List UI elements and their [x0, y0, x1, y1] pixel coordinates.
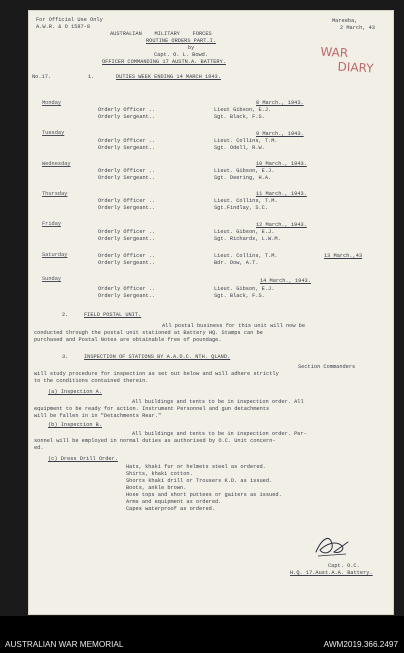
duty-date: 10 March., 1943.	[256, 161, 307, 167]
officer-role: Orderly Officer ..	[98, 107, 156, 113]
command-title: OFFICER COMMANDING 17 AUSTN.A. BATTERY.	[102, 59, 226, 65]
sergeant-role: Orderly Sergeant..	[98, 175, 156, 181]
dress-item: Hats, khaki fur or helmets steel as ordered.	[126, 464, 266, 470]
dress-item: Boots, ankle brown.	[126, 485, 187, 491]
sergeant-name: Bdr. Dow, A.T.	[214, 260, 259, 266]
officer-name: Lieut. Collins, T.M.	[214, 253, 278, 259]
handwritten-signature	[312, 530, 352, 562]
section2-text: conducted through the postal unit stationed at Battery HQ. Stamps can be	[34, 330, 263, 336]
officer-role: Orderly Officer ..	[98, 198, 156, 204]
war-diary-stamp	[317, 45, 374, 76]
officer-role: Orderly Officer ..	[98, 253, 156, 259]
inspection-b-text: ed.	[34, 445, 44, 451]
officer-name: Lieut. Gibson, E.J.	[214, 286, 275, 292]
archive-footer	[0, 616, 404, 653]
duty-day: Monday	[42, 100, 62, 106]
duty-date: 12 March., 1943.	[256, 222, 307, 228]
section3-text: to the conditions contained therein.	[34, 378, 149, 384]
orders-title: ROUTINE ORDERS PART.I.	[146, 38, 216, 44]
inspection-b-text: All buildings and tents to be in inspection order. Per-	[132, 431, 307, 437]
sergeant-role: Orderly Sergeant..	[98, 293, 156, 299]
by-text: by	[188, 45, 195, 51]
officer-role: Orderly Officer ..	[98, 138, 156, 144]
order-number: No.17.	[32, 74, 52, 80]
dress-item: Shorts khaki drill or Trousers K.D. as issued.	[126, 478, 273, 484]
sergeant-name: Sgt.Findlay, S.C.	[214, 205, 269, 211]
sergeant-role: Orderly Sergeant..	[98, 260, 156, 266]
duty-day: Thursday	[42, 191, 68, 197]
sergeant-role: Orderly Sergeant..	[98, 114, 156, 120]
sergeant-name: Sgt. Deering, H.A.	[214, 175, 272, 181]
officer-name: Lieut Gibson, E.J.	[214, 107, 272, 113]
sergeant-name: Sgt. Black, F.S.	[214, 114, 265, 120]
inspection-b-text: sonnel will be employed in normal duties as authorised by O.C. Unit concern-	[34, 438, 276, 444]
inspection-a-text: equipment to be ready for action. Instrument Personnel and gun detachments	[34, 406, 270, 412]
org-title: AUSTRALIAN MILITARY FORCES	[110, 31, 212, 37]
sergeant-name: Sgt. Richards, L.W.M.	[214, 236, 281, 242]
section2-text: purchased and Postal Notes are obtainable free of poundage.	[34, 337, 222, 343]
inspection-a-text: will be fallen in in "Detachments Rear."	[34, 413, 162, 419]
section3-index: 3.	[62, 354, 69, 360]
dress-item: Arms and equipment as ordered.	[126, 499, 222, 505]
section1-heading: DUTIES WEEK ENDING 14 MARCH 1943.	[116, 74, 221, 80]
inspection-a-label: (a) Inspection A.	[48, 389, 103, 395]
footer-catalogue-number: AWM2019.366.2497	[323, 640, 398, 649]
duty-date: 14 March., 1943.	[260, 278, 311, 284]
signature-rank: Capt. O.C.	[328, 563, 360, 569]
footer-credit: AUSTRALIAN WAR MEMORIAL	[5, 640, 124, 649]
officer-name: Capt. O. L. Bowd.	[154, 52, 209, 58]
duty-day: Sunday	[42, 276, 62, 282]
section3-heading: INSPECTION OF STATIONS BY A.A.D.C. NTH. QLAND.	[84, 354, 231, 360]
section2-heading: FIELD POSTAL UNIT.	[84, 312, 142, 318]
sergeant-role: Orderly Sergeant..	[98, 236, 156, 242]
sergeant-role: Orderly Sergeant..	[98, 145, 156, 151]
classification-text: For Official Use Only	[36, 17, 103, 23]
dress-item: Shirts, khaki cotton.	[126, 471, 193, 477]
section3-text: will study procedure for inspection as set out below and will adhere strictly	[34, 371, 279, 377]
sergeant-role: Orderly Sergeant..	[98, 205, 156, 211]
officer-role: Orderly Officer ..	[98, 168, 156, 174]
duty-date: 11 March., 1943.	[256, 191, 307, 197]
stamp-line-1: WAR	[320, 44, 349, 61]
duty-date: 8 March., 1943.	[256, 100, 304, 106]
duty-day: Tuesday	[42, 130, 65, 136]
inspection-a-text: All buildings and tents to be in inspection order. All	[132, 399, 304, 405]
signature-unit: H.Q. 17.Aust.A.A. Battery.	[290, 570, 373, 576]
inspection-b-label: (b) Inspection B.	[48, 422, 103, 428]
duty-day: Friday	[42, 221, 62, 227]
duty-day: Saturday	[42, 252, 68, 258]
location-text: Mareeba,	[332, 18, 358, 24]
section2-text: All postal business for this unit will now be	[162, 323, 306, 329]
sergeant-name: Sgt. Odell, R.W.	[214, 145, 265, 151]
duty-date: 9 March., 1943.	[256, 131, 304, 137]
section3-text: Section Commanders	[298, 364, 356, 370]
section1-index: 1.	[88, 74, 95, 80]
officer-name: Lieut. Gibson, E.J.	[214, 229, 275, 235]
officer-role: Orderly Officer ..	[98, 229, 156, 235]
officer-name: Lieut. Collins, T.M.	[214, 138, 278, 144]
duty-day: Wednesday	[42, 161, 71, 167]
officer-name: Lieut. Gibson, E.J.	[214, 168, 275, 174]
dress-item: Capes waterproof as ordered.	[126, 506, 216, 512]
officer-name: Lieut. Collins, T.M.	[214, 198, 278, 204]
officer-role: Orderly Officer ..	[98, 286, 156, 292]
duty-date: 13 March.,43	[324, 253, 363, 259]
section2-index: 2.	[62, 312, 69, 318]
date-text: 2 March, 43	[340, 25, 375, 31]
stamp-line-2: DIARY	[337, 59, 374, 76]
dress-item: Hose tops and short puttees or gaiters as issued.	[126, 492, 282, 498]
dress-order-label: (c) Dress Drill Order.	[48, 456, 118, 462]
sergeant-name: Sgt. Black, F.S.	[214, 293, 265, 299]
document-page	[28, 10, 394, 615]
form-reference: A.W.R. & O 1587-8	[36, 24, 91, 30]
